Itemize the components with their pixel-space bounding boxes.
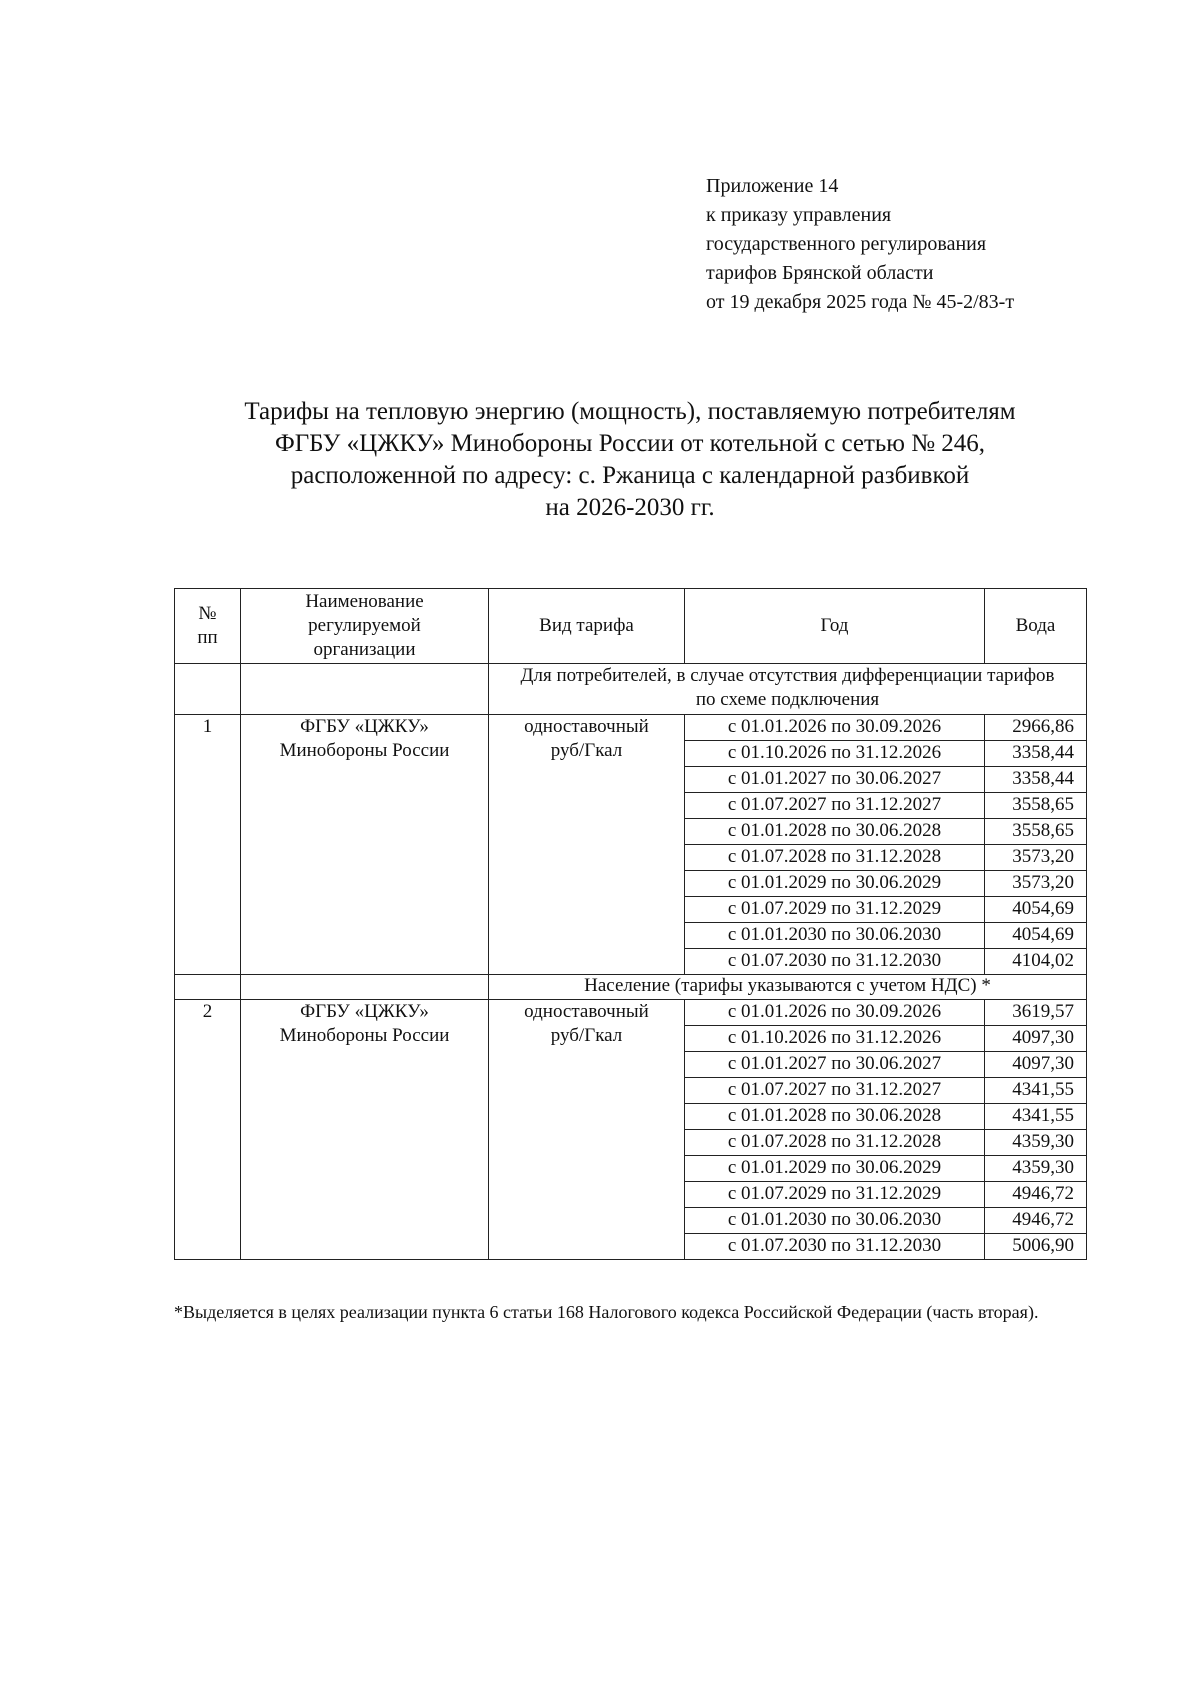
water-tariff-value: 4359,30 [985,1130,1087,1156]
empty-cell [241,975,489,1000]
appendix-line: от 19 декабря 2025 года № 45-2/83-т [706,291,1015,313]
appendix-line: тарифов Брянской области [706,262,934,284]
period-cell: с 01.01.2026 по 30.09.2026 [685,715,985,741]
period-cell: с 01.01.2030 по 30.06.2030 [685,923,985,949]
water-tariff-value: 2966,86 [985,715,1087,741]
row-number: 1 [175,715,241,975]
period-cell: с 01.07.2028 по 31.12.2028 [685,845,985,871]
header-water: Вода [985,589,1087,664]
row-number: 2 [175,1000,241,1260]
tariffs-table [174,588,1087,1260]
water-tariff-value: 4054,69 [985,897,1087,923]
period-cell: с 01.07.2030 по 31.12.2030 [685,1234,985,1260]
period-cell: с 01.01.2029 по 30.06.2029 [685,1156,985,1182]
title-line: расположенной по адресу: с. Ржаница с календарной разбивкой [290,462,970,489]
tariff-type-line: одноставочный [524,1001,649,1022]
header-tariff-type: Вид тарифа [489,589,685,664]
organization-name [241,1000,489,1260]
period-cell: с 01.01.2027 по 30.06.2027 [685,767,985,793]
period-cell: с 01.07.2027 по 31.12.2027 [685,1078,985,1104]
period-cell: с 01.07.2029 по 31.12.2029 [685,1182,985,1208]
water-tariff-value: 4359,30 [985,1156,1087,1182]
period-cell: с 01.01.2026 по 30.09.2026 [685,1000,985,1026]
header-number: № пп [175,589,241,664]
appendix-line: государственного регулирования [706,233,987,255]
header-year: Год [685,589,985,664]
water-tariff-value: 4946,72 [985,1208,1087,1234]
section-heading: Для потребителей, в случае отсутствия дифференциации тарифов по схеме подключения [489,664,1087,715]
period-cell: с 01.01.2030 по 30.06.2030 [685,1208,985,1234]
period-cell: с 01.01.2028 по 30.06.2028 [685,819,985,845]
title-line: ФГБУ «ЦЖКУ» Минобороны России от котельной с сетью № 246, [274,430,986,457]
water-tariff-value: 4104,02 [985,949,1087,975]
water-tariff-value: 4054,69 [985,923,1087,949]
period-cell: с 01.10.2026 по 31.12.2026 [685,1026,985,1052]
section-heading-row [175,664,1087,715]
tariff-type-line: одноставочный [524,716,649,737]
water-tariff-value: 3573,20 [985,871,1087,897]
header-organization: Наименование регулируемой организации [241,589,489,664]
water-tariff-value: 4341,55 [985,1104,1087,1130]
water-tariff-value: 3573,20 [985,845,1087,871]
water-tariff-value: 4097,30 [985,1026,1087,1052]
appendix-reference [706,172,1014,317]
section-heading: Население (тарифы указываются с учетом НДС) * [489,975,1087,1000]
water-tariff-value: 3558,65 [985,793,1087,819]
footnote: *Выделяется в целях реализации пункта 6 статьи 168 Налогового кодекса Российской Федерации (часть вторая). [174,1302,1039,1322]
organization-line: ФГБУ «ЦЖКУ» [300,1001,429,1022]
period-cell: с 01.10.2026 по 31.12.2026 [685,741,985,767]
water-tariff-value: 3358,44 [985,741,1087,767]
organization-line: Минобороны России [279,1025,450,1046]
appendix-line: Приложение 14 [706,175,839,197]
water-tariff-value: 3558,65 [985,819,1087,845]
period-cell: с 01.01.2028 по 30.06.2028 [685,1104,985,1130]
period-cell: с 01.07.2029 по 31.12.2029 [685,897,985,923]
period-cell: с 01.07.2027 по 31.12.2027 [685,793,985,819]
empty-cell [241,664,489,715]
title-line: Тарифы на тепловую энергию (мощность), поставляемую потребителям [244,398,1016,425]
period-cell: с 01.07.2028 по 31.12.2028 [685,1130,985,1156]
tariff-unit: руб/Гкал [550,1025,623,1046]
organization-line: Минобороны России [279,740,450,761]
organization-line: ФГБУ «ЦЖКУ» [300,716,429,737]
empty-cell [175,664,241,715]
water-tariff-value: 3358,44 [985,767,1087,793]
water-tariff-value: 3619,57 [985,1000,1087,1026]
document-title [130,396,1130,524]
section-heading-row [175,975,1087,1000]
tariff-type [489,715,685,975]
appendix-line: к приказу управления [706,204,892,226]
period-cell: с 01.01.2027 по 30.06.2027 [685,1052,985,1078]
empty-cell [175,975,241,1000]
period-cell: с 01.01.2029 по 30.06.2029 [685,871,985,897]
table-header-row [175,589,1087,664]
water-tariff-value: 4946,72 [985,1182,1087,1208]
table-row [175,715,1087,741]
tariff-unit: руб/Гкал [550,740,623,761]
period-cell: с 01.07.2030 по 31.12.2030 [685,949,985,975]
organization-name [241,715,489,975]
tariff-type [489,1000,685,1260]
water-tariff-value: 5006,90 [985,1234,1087,1260]
water-tariff-value: 4097,30 [985,1052,1087,1078]
title-line: на 2026-2030 гг. [545,494,715,521]
table-row [175,1000,1087,1026]
water-tariff-value: 4341,55 [985,1078,1087,1104]
